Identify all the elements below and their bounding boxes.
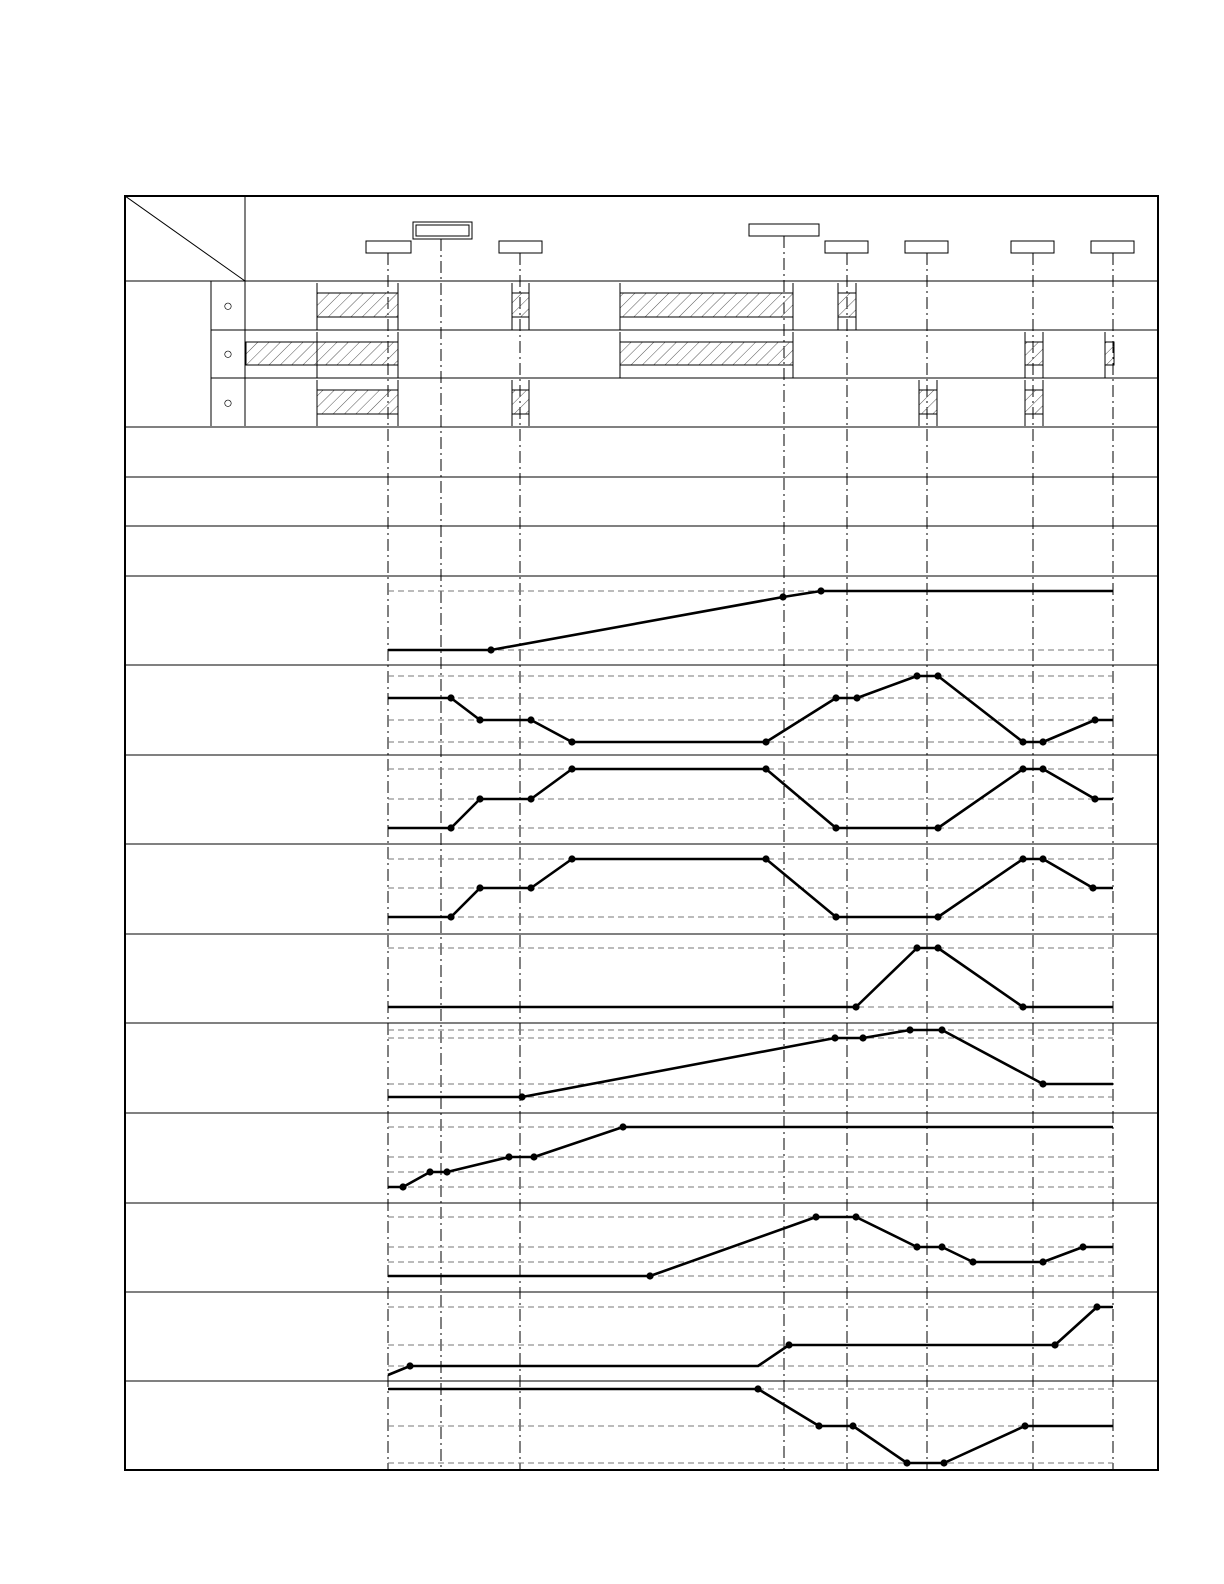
waveform-6 xyxy=(388,1030,1113,1097)
bar-row1-c xyxy=(620,293,793,317)
bar-row3-a xyxy=(317,390,398,414)
event-lines xyxy=(388,236,1113,1470)
bar-row2-d xyxy=(1105,342,1114,365)
bar-row1-a xyxy=(317,293,398,317)
bar-row2-c xyxy=(1025,342,1043,365)
bar-row1-d xyxy=(838,293,856,317)
corner-diagonal xyxy=(125,196,245,281)
waveform-9 xyxy=(388,1307,1113,1375)
bar-row2-b xyxy=(620,342,793,365)
state-marker-2: ○ xyxy=(223,346,233,363)
state-marker-3: ○ xyxy=(223,395,233,412)
reference-levels xyxy=(388,591,1113,1463)
row-dividers xyxy=(125,281,1158,1381)
waveform-5 xyxy=(388,948,1113,1007)
bar-row3-c xyxy=(919,390,937,414)
bar-row3-b xyxy=(512,390,529,414)
waveform-1 xyxy=(388,591,1113,650)
bar-row3-d xyxy=(1025,390,1043,414)
waveform-2 xyxy=(388,676,1113,742)
waveforms xyxy=(388,591,1113,1463)
activity-bars xyxy=(246,293,1114,414)
bar-row2-a xyxy=(246,342,398,365)
state-marker-1: ○ xyxy=(223,298,233,315)
bar-row1-b xyxy=(512,293,529,317)
header-label-boxes xyxy=(366,222,1134,253)
chart-frame xyxy=(125,196,1158,1470)
